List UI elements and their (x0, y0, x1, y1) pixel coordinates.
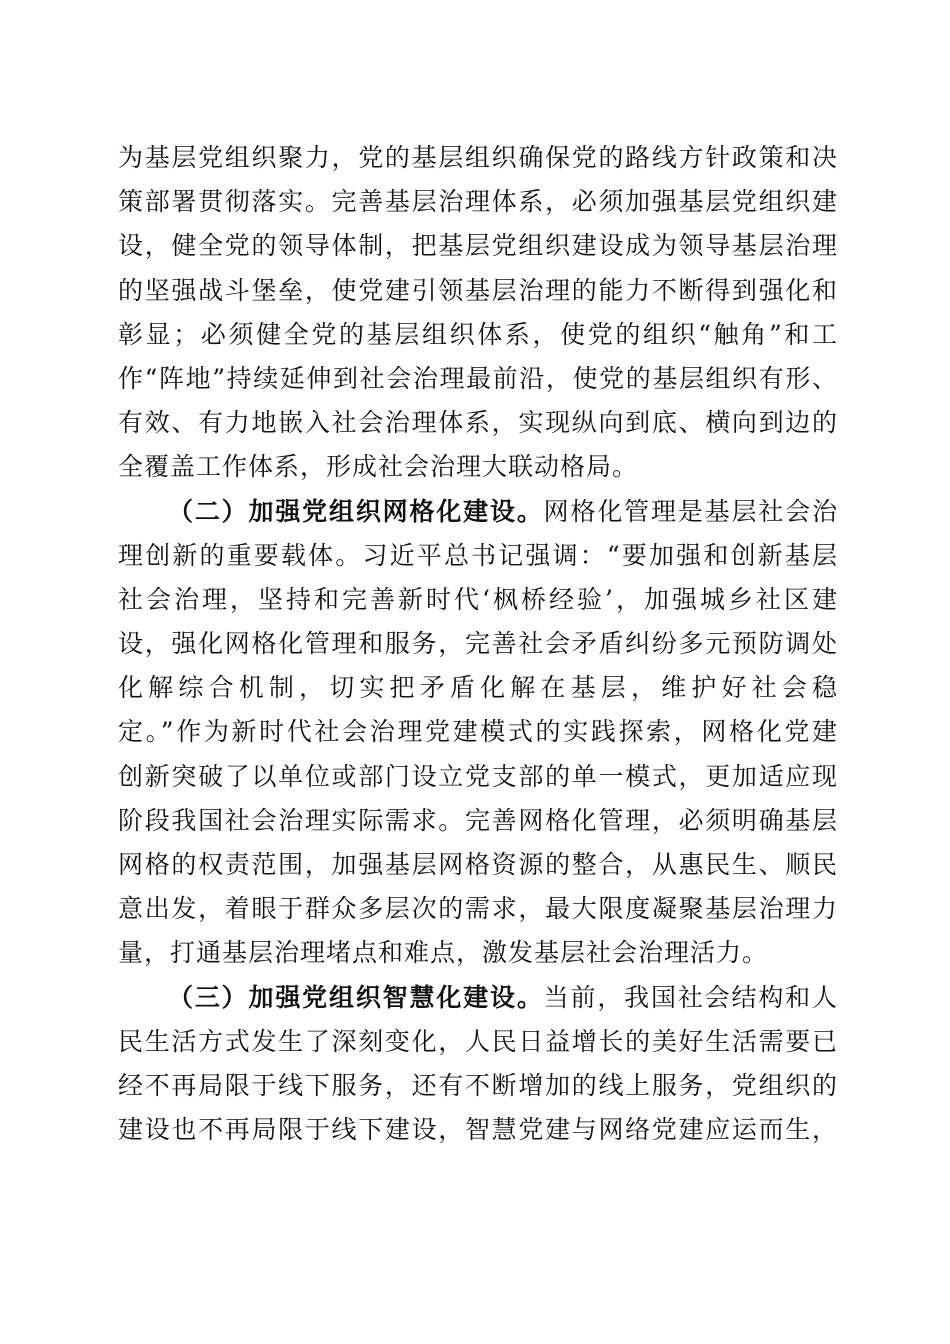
paragraph-1 (118, 136, 838, 490)
paragraph-3 (118, 976, 838, 1153)
paragraph-2-line: 创新突破了以单位或部门设立党支部的单一模式，更加适应现 (118, 761, 838, 791)
body-text (118, 136, 838, 1152)
paragraph-3-line: 民生活方式发生了深刻变化，人民日益增长的美好生活需要已 (118, 1026, 838, 1056)
paragraph-2-line: 量，打通基层治理堵点和难点，激发基层社会治理活力。 (118, 938, 769, 968)
paragraph-1-line: 策部署贯彻落实。完善基层治理体系，必须加强基层党组织建 (118, 187, 838, 217)
paragraph-2-line: 意出发，着眼于群众多层次的需求，最大限度凝聚基层治理力 (118, 894, 838, 924)
paragraph-2-line: 化解综合机制，切实把矛盾化解在基层，维护好社会稳 (118, 673, 838, 703)
paragraph-2-line: 网格的权责范围，加强基层网格资源的整合，从惠民生、顺民 (118, 850, 838, 879)
paragraph-1-line: 有效、有力地嵌入社会治理体系，实现纵向到底、横向到边的 (118, 408, 838, 438)
paragraph-3-text: 当前，我国社会结构和人 (543, 982, 838, 1012)
paragraph-2-line: 理创新的重要载体。习近平总书记强调：“要加强和创新基层 (118, 540, 838, 570)
section-heading-3: （三）加强党组织智慧化建设。 (168, 982, 544, 1012)
paragraph-2-line: 设，强化网格化管理和服务，完善社会矛盾纠纷多元预防调处 (118, 629, 838, 659)
paragraph-2-text: 网格化管理是基层社会治 (543, 496, 838, 526)
paragraph-1-line: 作“阵地”持续延伸到社会治理最前沿，使党的基层组织有形、 (118, 363, 838, 393)
paragraph-3-first-line (118, 976, 838, 1020)
paragraph-1-line: 设，健全党的领导体制，把基层党组织建设成为领导基层治理 (118, 231, 838, 261)
paragraph-2-first-line (118, 490, 838, 534)
paragraph-2-line: 定。”作为新时代社会治理党建模式的实践探索，网格化党建 (118, 717, 838, 747)
section-heading-2: （二）加强党组织网格化建设。 (168, 496, 544, 526)
paragraph-1-line: 为基层党组织聚力，党的基层组织确保党的路线方针政策和决 (118, 143, 838, 172)
paragraph-3-line: 建设也不再局限于线下建设，智慧党建与网络党建应运而生， (118, 1115, 838, 1145)
paragraph-1-line: 彰显；必须健全党的基层组织体系，使党的组织“触角”和工 (118, 319, 838, 349)
paragraph-2 (118, 490, 838, 976)
paragraph-1-line: 全覆盖工作体系，形成社会治理大联动格局。 (118, 452, 639, 482)
paragraph-2-line: 阶段我国社会治理实际需求。完善网格化管理，必须明确基层 (118, 805, 838, 835)
paragraph-3-line: 经不再局限于线下服务，还有不断增加的线上服务，党组织的 (118, 1070, 838, 1100)
paragraph-1-line: 的坚强战斗堡垒，使党建引领基层治理的能力不断得到强化和 (118, 275, 838, 305)
paragraph-2-line: 社会治理，坚持和完善新时代‘枫桥经验’，加强城乡社区建 (118, 584, 838, 614)
